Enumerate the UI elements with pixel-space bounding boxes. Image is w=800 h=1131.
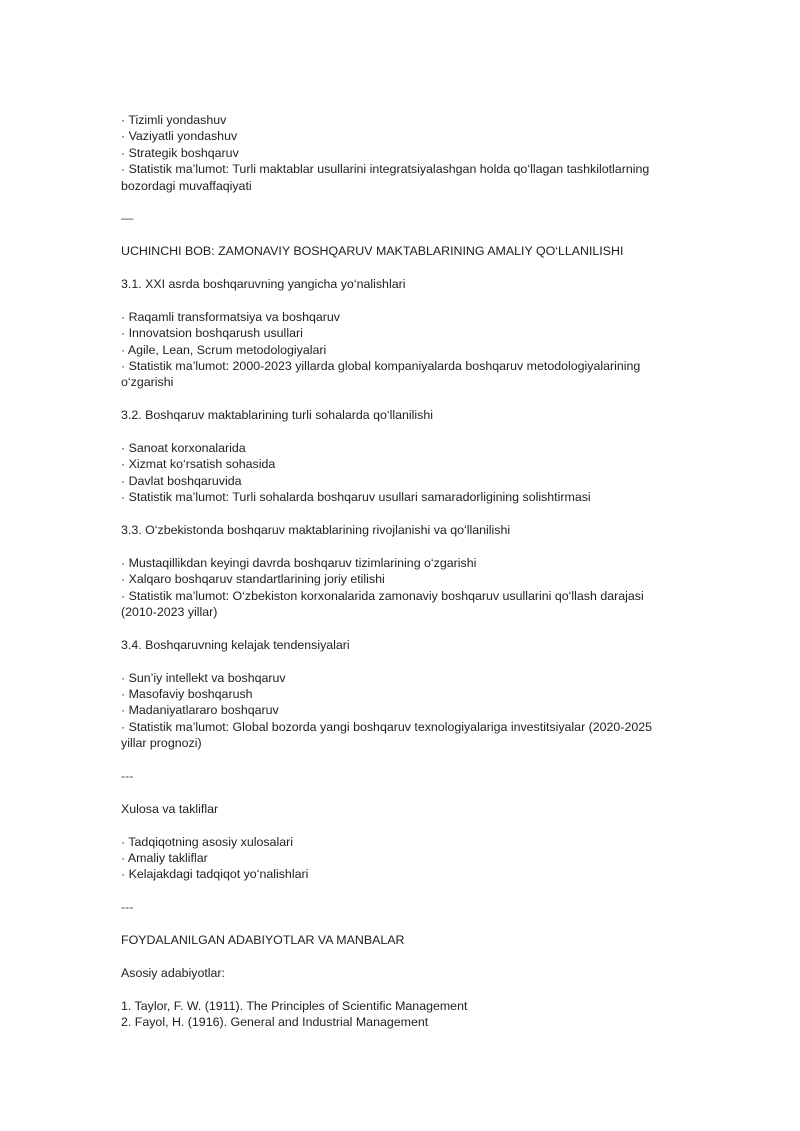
- intro-list: [121, 112, 661, 194]
- list-item: · Tizimli yondashuv: [121, 113, 227, 127]
- section-heading: Xulosa va takliflar: [121, 801, 219, 816]
- document-page: [121, 112, 661, 1030]
- list-item: · Statistik ma’lumot: 2000-2023 yillarda global kompaniyalarda boshqaruv metodologiyalarining o‘zgarishi: [121, 359, 641, 390]
- separator: ---: [121, 900, 134, 915]
- list-item: · Sanoat korxonalarida: [121, 441, 246, 456]
- list-item: · Kelajakdagi tadqiqot yo‘nalishlari: [121, 867, 309, 882]
- separator: —: [121, 211, 134, 226]
- list-item: · Statistik ma’lumot: Turli sohalarda boshqaruv usullari samaradorligining solishtirmasi: [121, 490, 591, 505]
- list-item: · Madaniyatlararo boshqaruv: [121, 703, 279, 718]
- references-subheading: Asosiy adabiyotlar:: [121, 965, 225, 980]
- list-item: · Vaziyatli yondashuv: [121, 129, 238, 144]
- list-item: · Strategik boshqaruv: [121, 145, 239, 160]
- list-item: · Tadqiqotning asosiy xulosalari: [121, 834, 293, 849]
- conclusion-list: [121, 834, 661, 883]
- list-item: · Raqamli transformatsiya va boshqaruv: [121, 309, 340, 324]
- section-heading: 3.4. Boshqaruvning kelajak tendensiyalari: [121, 637, 350, 652]
- list-item: · Mustaqillikdan keyingi davrda boshqaruv tizimlarining o‘zgarishi: [121, 555, 477, 570]
- list-item: · Sun’iy intellekt va boshqaruv: [121, 670, 286, 685]
- list-item: · Davlat boshqaruvida: [121, 473, 242, 488]
- chapter-title: UCHINCHI BOB: ZAMONAVIY BOSHQARUV MAKTABLARINING AMALIY QO‘LLANILISHI: [121, 244, 624, 259]
- list-item: · Masofaviy boshqarush: [121, 687, 253, 702]
- section-heading: 3.2. Boshqaruv maktablarining turli sohalarda qo‘llanilishi: [121, 408, 434, 423]
- list-item: · Xalqaro boshqaruv standartlarining joriy etilishi: [121, 572, 385, 587]
- references-title: FOYDALANILGAN ADABIYOTLAR VA MANBALAR: [121, 933, 405, 948]
- list-item: · Statistik ma’lumot: Turli maktablar usullarini integratsiyalashgan holda qo‘llagan tashkilotlarning bozordagi muvaffaqiyati: [121, 162, 650, 193]
- list-item: · Xizmat ko‘rsatish sohasida: [121, 457, 276, 472]
- list-item: · Statistik ma’lumot: Global bozorda yangi boshqaruv texnologiyalariga investitsiyalar (2020-2025 yillar prognozi): [121, 719, 653, 751]
- references-list: [121, 998, 661, 1031]
- list-item: · Agile, Lean, Scrum metodologiyalari: [121, 342, 327, 357]
- separator: ---: [121, 769, 134, 784]
- section-heading: 3.1. XXI asrda boshqaruvning yangicha yo‘nalishlari: [121, 277, 406, 292]
- section-3-1-list: [121, 309, 661, 391]
- list-item: 2. Fayol, H. (1916). General and Industrial Management: [121, 1015, 429, 1030]
- list-item: · Amaliy takliflar: [121, 851, 208, 866]
- list-item: · Innovatsion boshqarush usullari: [121, 326, 303, 341]
- section-heading: 3.3. O‘zbekistonda boshqaruv maktablarining rivojlanishi va qo‘llanilishi: [121, 523, 511, 538]
- list-item: 1. Taylor, F. W. (1911). The Principles of Scientific Management: [121, 998, 468, 1013]
- list-item: · Statistik ma’lumot: O‘zbekiston korxonalarida zamonaviy boshqaruv usullarini qo‘llash darajasi (2010-2023 yillar): [121, 588, 644, 620]
- section-3-2-list: [121, 440, 661, 506]
- section-3-3-list: [121, 555, 661, 621]
- section-3-4-list: [121, 670, 661, 752]
